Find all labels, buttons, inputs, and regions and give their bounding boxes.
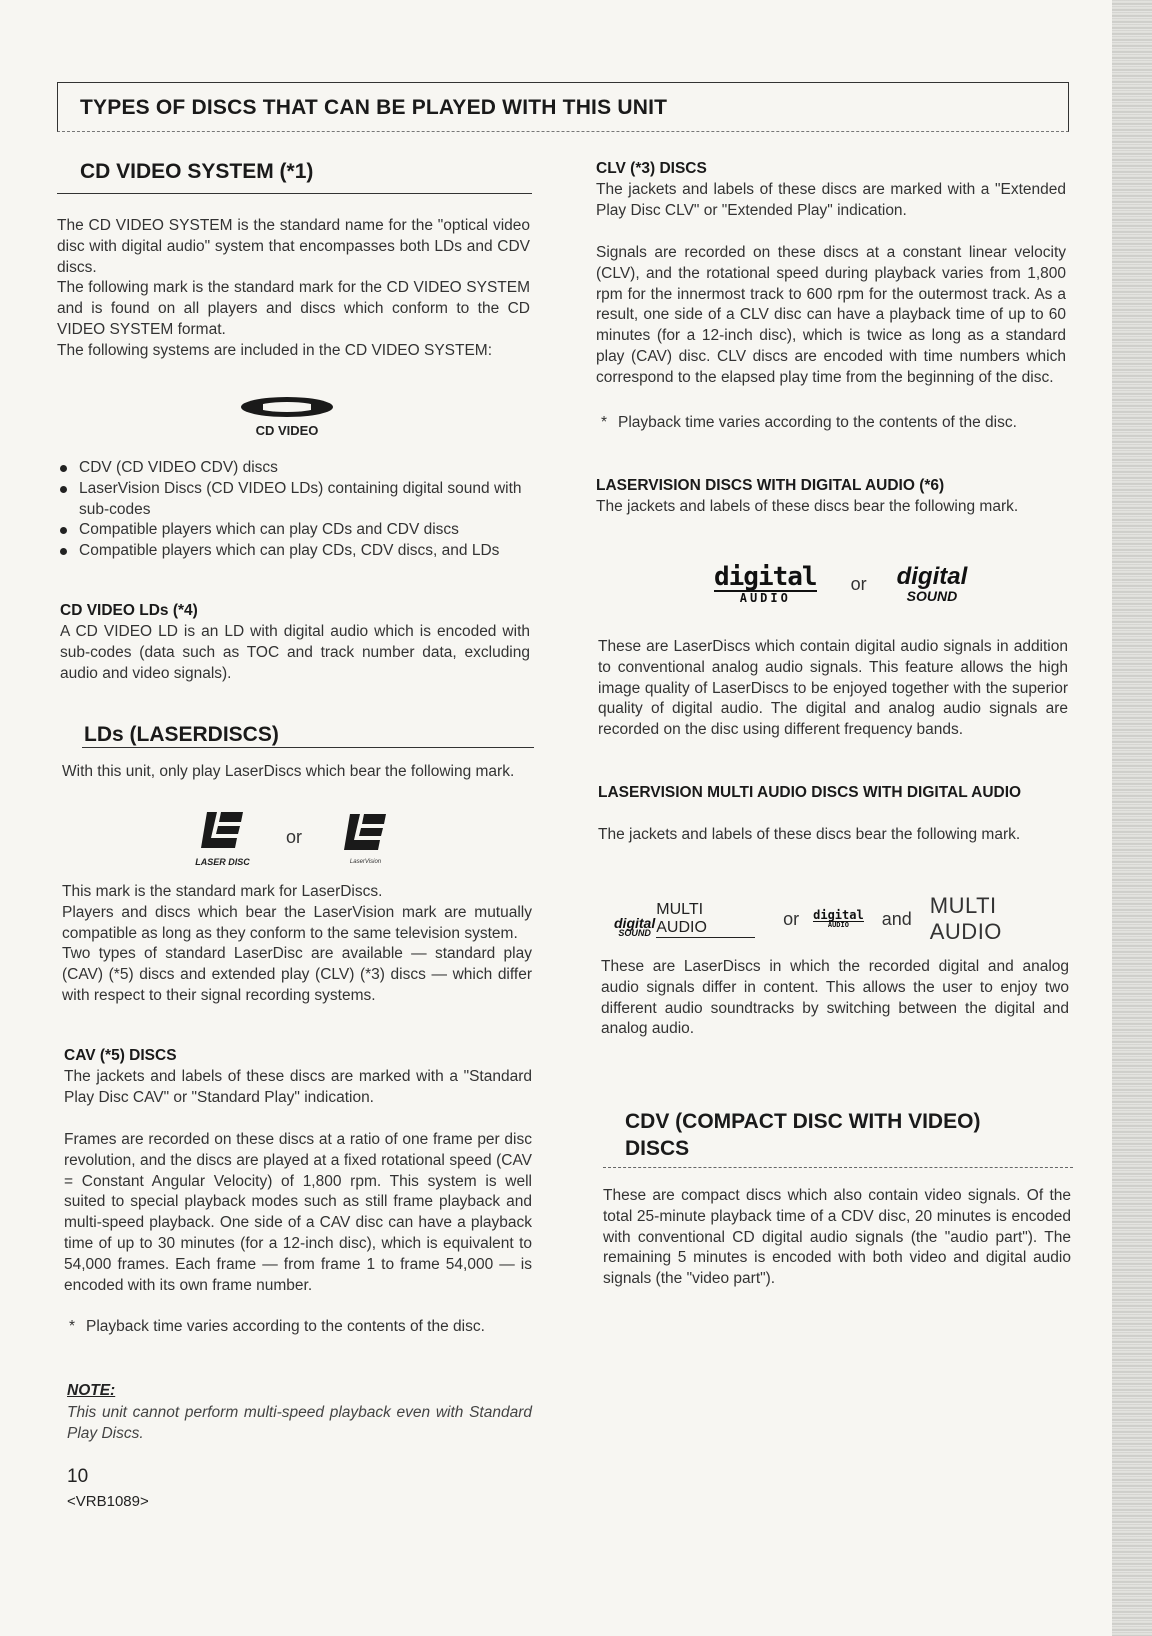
laserdisc-logo-caption: LASER DISC xyxy=(195,857,250,867)
lv-multi-para: These are LaserDiscs in which the recorded digital and analog audio signals differ in content. This allows the user to enjoy two different audio soundtracks by switching between the digital and analog audio. xyxy=(601,958,1069,1038)
laservision-logo xyxy=(328,810,403,865)
multi-audio-text: MULTI AUDIO xyxy=(929,893,1002,944)
list-item: Compatible players which can play CDs, CDV discs, and LDs xyxy=(57,541,530,562)
laserdisc-logo xyxy=(185,808,260,867)
cd-video-body xyxy=(57,216,530,362)
lv-multi-heading: LASERVISION MULTI AUDIO DISCS WITH DIGITAL AUDIO xyxy=(598,784,1022,801)
cav-star-text: Playback time varies according to the contents of the disc. xyxy=(86,1318,485,1335)
page-number: 10 xyxy=(67,1466,89,1487)
or-text: or xyxy=(783,908,800,929)
multi-audio-label: MULTI AUDIO xyxy=(656,901,755,938)
cav-para-2: Frames are recorded on these discs at a ratio of one frame per disc revolution, and the discs are played at a fixed rotational speed (CAV = Constant Angular Velocity) of 1,800 rpm. This system is well suited to special playback modes such as still frame playback and multi-speed playback. One side of a CAV disc can have a playback time of up to 30 minutes (for a 12-inch disc), which is equivalent to 54,000 frames. Each frame — from frame 1 to frame 54,000 — is encoded with its own frame number. xyxy=(64,1131,532,1294)
lv-digital-intro: The jackets and labels of these discs bear the following mark. xyxy=(596,498,1019,515)
cd-video-lds-heading: CD VIDEO LDs (*4) xyxy=(60,602,198,619)
digital-sound-multi-audio-mark xyxy=(614,901,755,938)
digital-audio-logo xyxy=(714,564,817,604)
mini-logo-word: digital xyxy=(614,914,656,931)
cd-video-para-2: The following mark is the standard mark for the CD VIDEO SYSTEM and is found on all players and discs which conform to the CD VIDEO SYSTEM format. xyxy=(57,279,530,338)
cdv-heading-line-2: DISCS xyxy=(625,1137,690,1160)
digital-audio-logo-word: digital xyxy=(714,562,817,592)
lds-para-1: This mark is the standard mark for LaserDiscs. xyxy=(62,883,383,900)
clv-para-2: Signals are recorded on these discs at a constant linear velocity (CLV), and the rotational speed during playback varies from 1,800 rpm for the innermost track to 600 rpm for the outermost track. As a result, one side of a CLV disc can have a playback time of up to 60 minutes (for a 12-inch disc), which is twice as long as a standard play (CAV) disc. CLV discs are encoded with time numbers which correspond to the elapsed play time from the beginning of the disc. xyxy=(596,244,1066,386)
mini-logo-word: digital xyxy=(813,908,864,922)
lds-intro: With this unit, only play LaserDiscs which bear the following mark. xyxy=(62,763,515,780)
note-text: This unit cannot perform multi-speed playback even with Standard Play Discs. xyxy=(67,1404,532,1442)
digital-audio-logos xyxy=(714,564,967,604)
lds-para-2: Players and discs which bear the LaserVision mark are mutually compatible as long as they conform to the same television system. xyxy=(62,903,532,942)
asterisk: * xyxy=(601,414,608,431)
lv-digital-para: These are LaserDiscs which contain digital audio signals in addition to conventional analog audio signals. This feature allows the high image quality of LaserDiscs to be enjoyed together with the superior quality of digital audio. The digital and analog audio signals are recorded on the disc using different frequency bands. xyxy=(598,638,1068,739)
digital-sound-mini-logo xyxy=(614,914,656,939)
digital-sound-logo-sub: SOUND xyxy=(906,588,958,604)
heading-rule xyxy=(82,747,534,748)
laservision-logo-caption: LaserVision xyxy=(349,859,382,865)
page-title: TYPES OF DISCS THAT CAN BE PLAYED WITH THIS UNIT xyxy=(80,96,668,119)
digital-sound-logo-word: digital xyxy=(896,563,968,590)
laservision-logo-icon xyxy=(342,810,390,854)
digital-audio-logo-sub: AUDIO xyxy=(714,590,817,604)
clv-para-1: The jackets and labels of these discs are marked with a "Extended Play Disc CLV" or "Extended Play" indication. xyxy=(596,181,1066,219)
digital-audio-mini-logo xyxy=(813,909,864,929)
clv-heading: CLV (*3) DISCS xyxy=(596,160,707,177)
page-edge xyxy=(1112,0,1152,1636)
clv-star-note xyxy=(596,413,1066,434)
clv-star-text: Playback time varies according to the contents of the disc. xyxy=(618,414,1017,431)
cd-video-logo-icon xyxy=(237,396,337,418)
or-text: or xyxy=(286,827,303,847)
list-item: LaserVision Discs (CD VIDEO LDs) containing digital sound with sub-codes xyxy=(57,479,530,521)
title-box xyxy=(57,82,1069,132)
cav-para-1: The jackets and labels of these discs are marked with a "Standard Play Disc CAV" or "Standard Play" indication. xyxy=(64,1068,532,1106)
cd-video-logo-label: CD VIDEO xyxy=(255,423,319,438)
mini-logo-sub: AUDIO xyxy=(813,921,864,929)
cdv-para: These are compact discs which also contain video signals. Of the total 25-minute playback time of a CDV disc, 20 minutes is encoded with conventional CD digital audio signals (the "audio part"). The remaining 5 minutes is encoded with both video and digital audio signals (the "video part"). xyxy=(603,1187,1071,1288)
asterisk: * xyxy=(69,1318,76,1335)
cd-video-lds-text: A CD VIDEO LD is an LD with digital audio which is encoded with sub-codes (data such as TOC and track number data, excluding audio and video signals). xyxy=(60,623,530,682)
lds-para-3: Two types of standard LaserDisc are available — standard play (CAV) (*5) discs and extended play (CLV) (*3) discs — which differ with respect to their signal recording systems. xyxy=(62,945,532,1004)
lds-heading: LDs (LASERDISCS) xyxy=(84,723,279,746)
laserdisc-logos xyxy=(185,808,403,867)
cav-heading: CAV (*5) DISCS xyxy=(64,1047,177,1064)
cd-video-para-3: The following systems are included in the CD VIDEO SYSTEM: xyxy=(57,341,493,359)
or-text: or xyxy=(850,573,867,594)
laserdisc-logo-icon xyxy=(199,808,247,852)
model-code: <VRB1089> xyxy=(67,1493,149,1510)
lv-digital-heading: LASERVISION DISCS WITH DIGITAL AUDIO (*6) xyxy=(596,477,945,494)
cd-video-heading: CD VIDEO SYSTEM (*1) xyxy=(80,160,314,183)
list-item: CDV (CD VIDEO CDV) discs xyxy=(57,458,530,479)
heading-rule xyxy=(603,1167,1073,1168)
list-item: Compatible players which can play CDs and CDV discs xyxy=(57,520,530,541)
mini-logo-sub: SOUND xyxy=(618,928,651,939)
cd-video-para-1: The CD VIDEO SYSTEM is the standard name for the "optical video disc with digital audio" system that encompasses both LDs and CDV discs. xyxy=(57,217,530,276)
lv-multi-intro: The jackets and labels of these discs bear the following mark. xyxy=(598,826,1021,843)
cd-video-logo xyxy=(232,396,342,438)
note-label: NOTE: xyxy=(67,1382,116,1399)
heading-rule xyxy=(57,193,532,194)
cav-star-note xyxy=(64,1317,532,1338)
multi-audio-marks xyxy=(614,893,1072,945)
lds-body xyxy=(62,882,532,1007)
cd-video-bullets xyxy=(57,458,530,562)
right-column xyxy=(596,0,1072,1288)
cdv-heading-line-1: CDV (COMPACT DISC WITH VIDEO) xyxy=(625,1110,981,1133)
and-text: and xyxy=(881,908,912,929)
digital-sound-logo xyxy=(897,565,968,603)
